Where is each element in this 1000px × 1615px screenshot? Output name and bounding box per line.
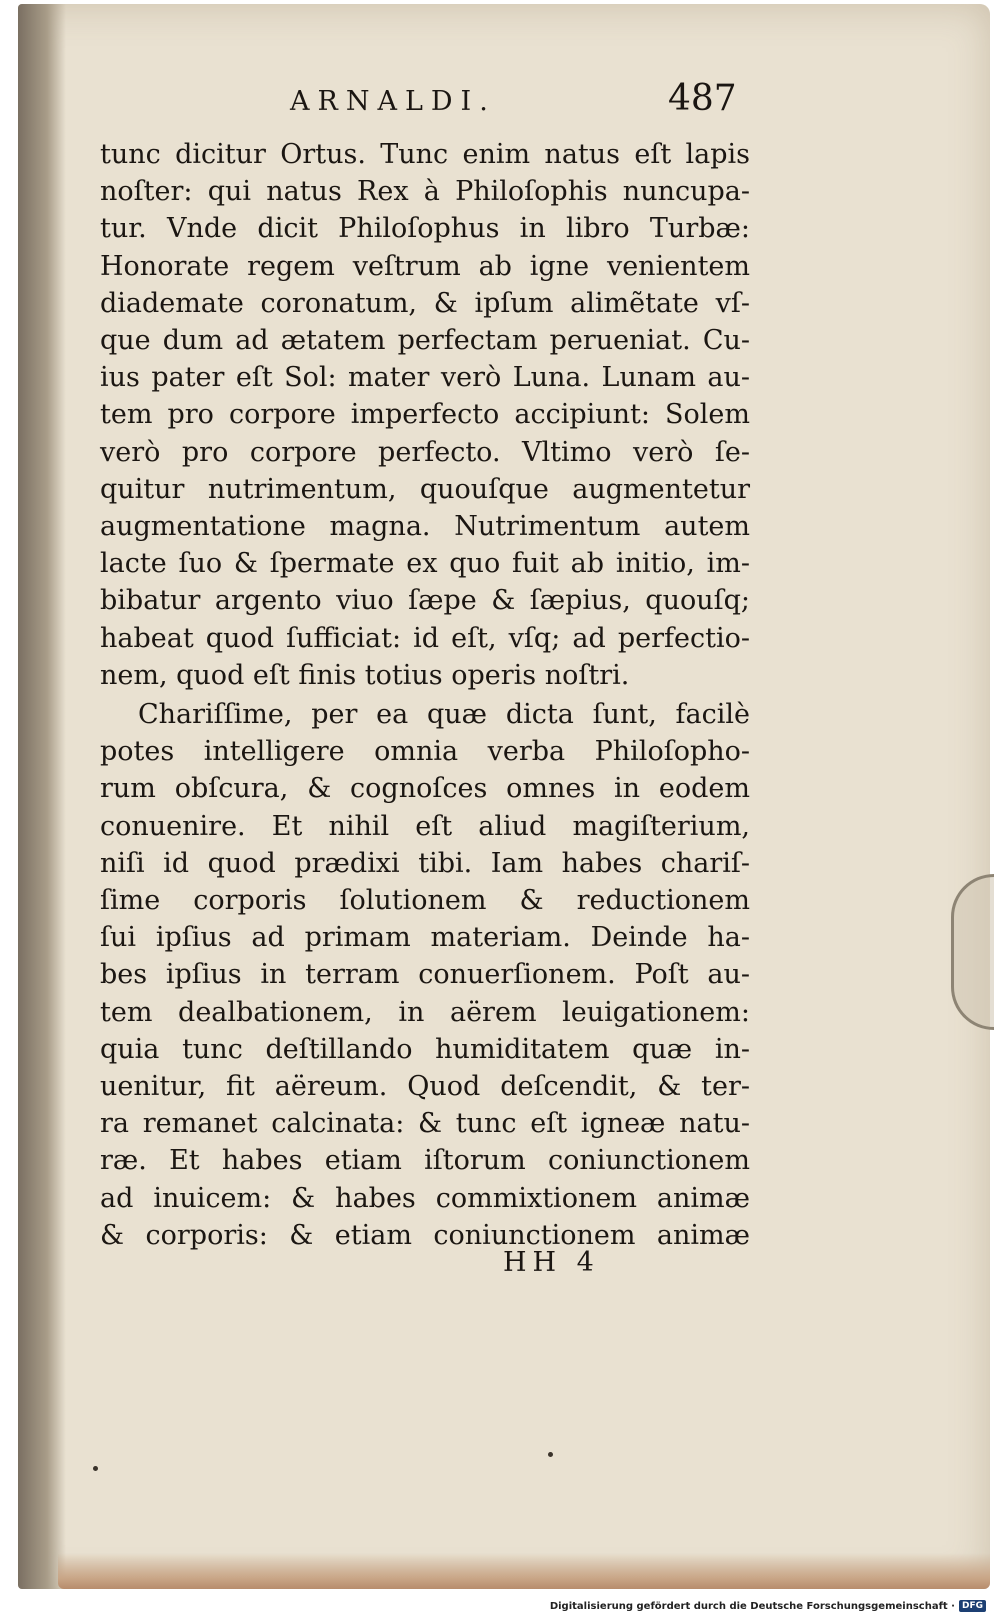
signature-mark: HH 4 xyxy=(503,1247,600,1278)
text-line: augmentatione magna. Nutrimentum autem xyxy=(100,511,750,543)
text-line: tem pro corpore imperfecto accipiunt: Solem xyxy=(100,399,750,431)
text-line: nem, quod eſt finis totius operis noſtri. xyxy=(100,659,630,691)
page-clip xyxy=(951,874,994,1030)
running-head-title: ARNALDI. xyxy=(290,86,496,117)
text-line: tur. Vnde dicit Philoſophus in libro Turbæ: xyxy=(100,213,750,245)
text-line: ius pater eſt Sol: mater verò Luna. Lunam au- xyxy=(100,362,750,394)
ink-speck xyxy=(548,1452,553,1457)
ink-speck xyxy=(93,1466,98,1471)
text-line: diademate coronatum, & ipſum alimẽtate vſ- xyxy=(100,287,750,319)
text-line: noſter: qui natus Rex à Philoſophis nuncupa- xyxy=(100,176,750,208)
text-line: lacte ſuo & ſpermate ex quo fuit ab initio, im- xyxy=(100,548,750,580)
text-line: ræ. Et habes etiam iſtorum coniunctionem xyxy=(100,1145,750,1177)
text-line: Chariſſime, per ea quæ dicta ſunt, facilè xyxy=(138,699,750,731)
text-line: verò pro corpore perfecto. Vltimo verò ſe- xyxy=(100,436,750,468)
text-line: & corporis: & etiam coniunctionem animæ xyxy=(100,1219,750,1251)
running-head xyxy=(100,74,750,136)
credit-text: Digitalisierung gefördert durch die Deutsche Forschungsgemeinschaft · xyxy=(549,1600,955,1612)
digitization-credit xyxy=(550,1600,986,1612)
page-number: 487 xyxy=(668,78,737,119)
page-bottom-edge xyxy=(58,1553,990,1589)
dfg-logo-icon: DFG xyxy=(959,1600,986,1612)
text-line: bibatur argento viuo ſæpe & ſæpius, quouſq; xyxy=(100,585,750,617)
text-line: ad inuicem: & habes commixtionem animæ xyxy=(100,1182,750,1214)
text-line: quia tunc deſtillando humiditatem quæ in- xyxy=(100,1033,750,1065)
text-line: niſi id quod prædixi tibi. Iam habes chariſ- xyxy=(100,847,750,879)
book-page xyxy=(18,4,990,1589)
paragraph-1 xyxy=(100,136,750,694)
text-line: bes ipſius in terram conuerſionem. Poſt au- xyxy=(100,959,750,991)
text-line: ſui ipſius ad primam materiam. Deinde ha- xyxy=(100,922,750,954)
text-line: Honorate regem veſtrum ab igne venientem xyxy=(100,250,750,282)
page-spine-shadow xyxy=(18,4,66,1589)
text-line: conuenire. Et nihil eſt aliud magiſterium, xyxy=(100,810,750,842)
text-line: que dum ad ætatem perfectam perueniat. Cu- xyxy=(100,325,750,357)
text-line: rum obſcura, & cognoſces omnes in eodem xyxy=(100,773,750,805)
paragraph-2 xyxy=(100,696,750,1254)
text-line: ra remanet calcinata: & tunc eſt igneæ natu- xyxy=(100,1108,750,1140)
text-line: tem dealbationem, in aërem leuigationem: xyxy=(100,996,750,1028)
text-line: habeat quod ſufficiat: id eſt, vſq; ad perfectio- xyxy=(100,622,750,654)
text-line: ſime corporis ſolutionem & reductionem xyxy=(100,885,750,917)
text-line: quitur nutrimentum, quouſque augmentetur xyxy=(100,473,750,505)
text-line: uenitur, fit aëreum. Quod deſcendit, & ter- xyxy=(100,1071,750,1103)
page-text-block xyxy=(100,74,750,1254)
text-line: tunc dicitur Ortus. Tunc enim natus eſt lapis xyxy=(100,139,750,170)
text-line: potes intelligere omnia verba Philoſopho- xyxy=(100,736,750,768)
